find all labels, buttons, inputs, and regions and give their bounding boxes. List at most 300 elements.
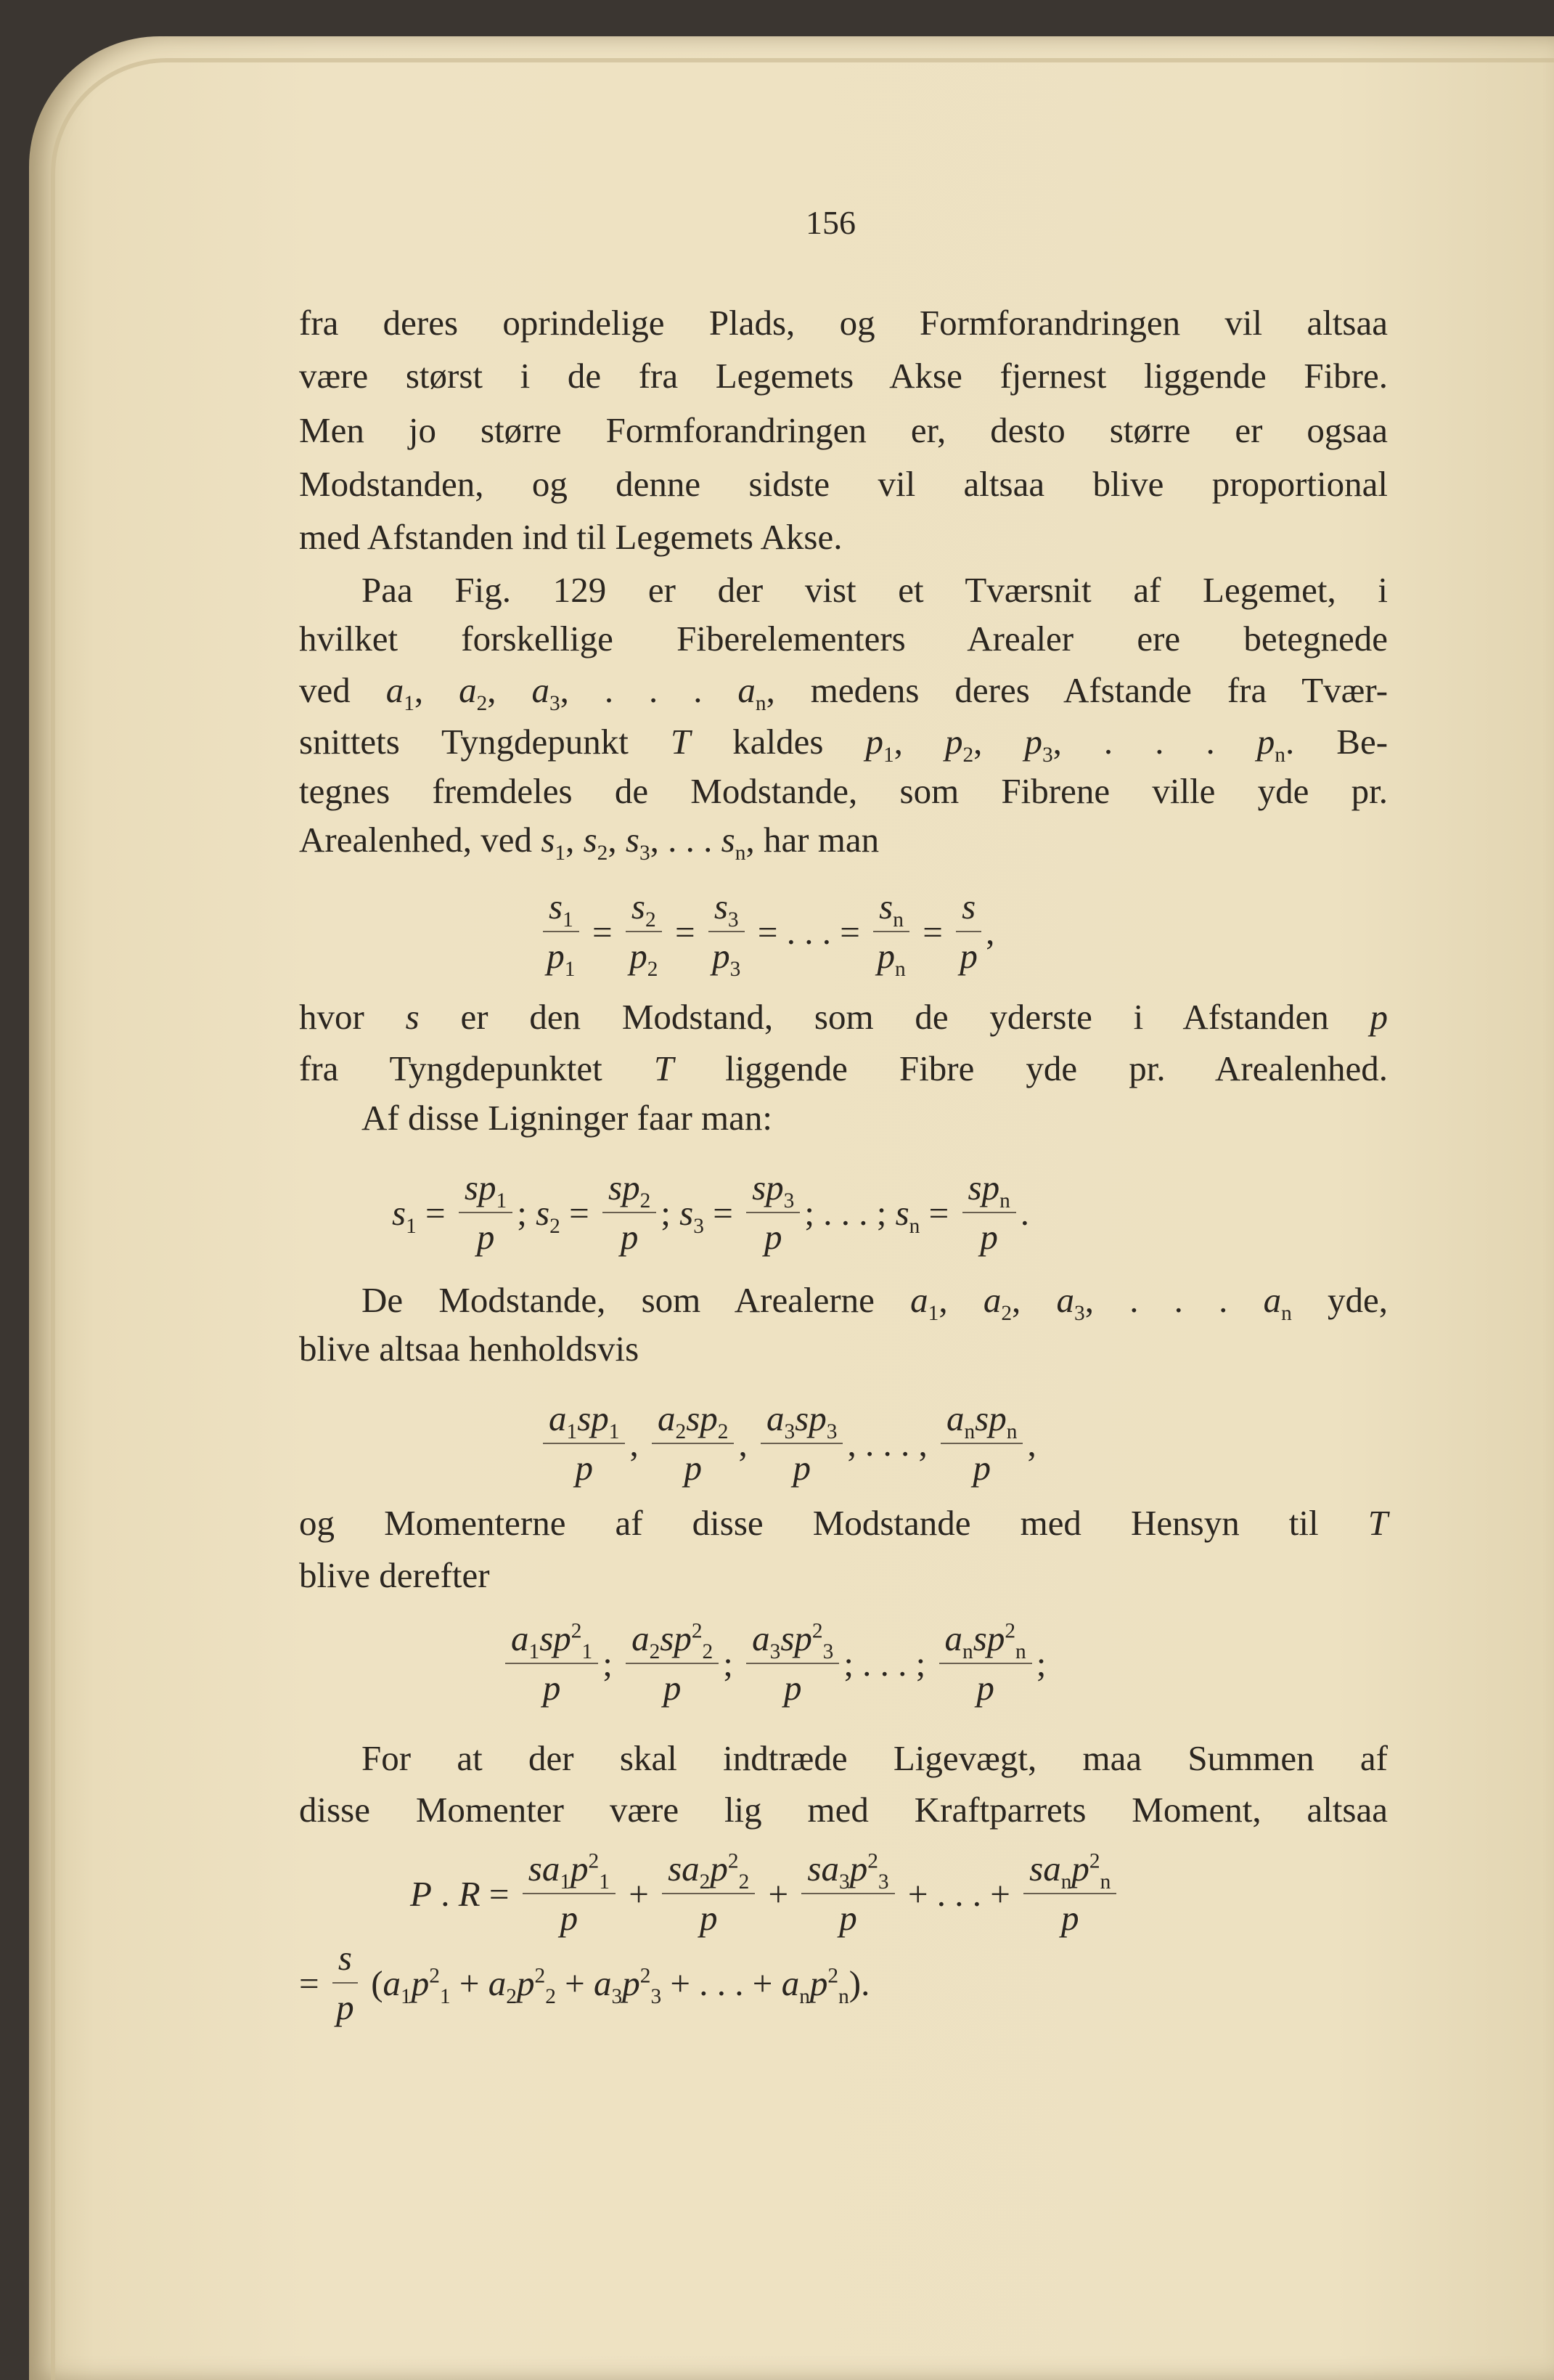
fraction-numerator (662, 1848, 755, 1894)
variable-letter: s (668, 1849, 682, 1888)
text-segment: , har man (745, 820, 880, 860)
math-variable (721, 820, 746, 865)
math-variable (478, 1167, 507, 1213)
text-segment: + . . . + (899, 1873, 1020, 1914)
fraction-numerator (505, 1618, 598, 1664)
text-segment: , (738, 1423, 756, 1464)
text-line (299, 409, 1388, 452)
math-variable (631, 1618, 661, 1663)
math-variable (877, 936, 906, 981)
text-segment: . (431, 1873, 459, 1914)
fraction (939, 1618, 1032, 1709)
variable-letter: s (895, 1192, 909, 1233)
variable-letter: a (1263, 1280, 1282, 1320)
math-variable (679, 1192, 704, 1238)
math-variable (488, 1963, 517, 2008)
math-variable (794, 1618, 834, 1663)
fraction-denominator (712, 932, 741, 981)
variable-letter: p (622, 1963, 640, 2003)
fraction-denominator (684, 1444, 702, 1489)
subscript: n (1281, 1301, 1292, 1325)
math-variable (962, 887, 976, 926)
text-segment: Af disse Ligninger faar man: (361, 1098, 773, 1138)
variable-letter: p (571, 1849, 589, 1888)
variable-letter: s (1029, 1849, 1044, 1888)
text-segment: = (583, 911, 621, 952)
subscript: 1 (608, 1419, 620, 1443)
text-segment: tegnes fremdeles de Modstande, som Fibrene ville yde pr. (299, 771, 1388, 811)
text-segment: , (487, 670, 532, 710)
text-segment: , (973, 722, 1025, 762)
variable-letter: p (547, 936, 565, 976)
math-variable (944, 722, 974, 767)
text-segment: = (913, 911, 952, 952)
subscript: n (893, 908, 904, 932)
variable-letter: a (488, 1963, 507, 2003)
subscript: 2 (699, 1870, 711, 1894)
variable-letter: p (794, 1618, 812, 1658)
variable-letter: a (766, 1398, 785, 1438)
fraction-numerator (956, 886, 981, 932)
variable-letter: p (809, 1398, 827, 1438)
subscript: 2 (649, 1639, 661, 1663)
text-segment: , . . . (650, 820, 721, 860)
math-variable (973, 1618, 987, 1658)
variable-letter: a (385, 670, 404, 710)
variable-letter: a (383, 1963, 401, 2003)
text-segment: fra Tyngdepunktet (299, 1048, 654, 1088)
fraction (459, 1167, 512, 1258)
text-line (299, 995, 1388, 1039)
variable-letter: p (986, 1618, 1005, 1658)
variable-letter: p (411, 1963, 430, 2003)
math-variable (465, 1167, 478, 1207)
subscript: 2 (675, 1419, 687, 1443)
subscript: 2 (639, 1189, 651, 1213)
subscript: 2 (597, 841, 608, 865)
subscript: 2 (506, 1984, 517, 2008)
math-variable (671, 722, 690, 762)
math-variable (536, 1192, 560, 1238)
variable-letter: s (338, 1938, 352, 1978)
text-segment: blive derefter (299, 1555, 490, 1595)
variable-letter: P (410, 1873, 432, 1914)
text-segment: og Momenterne af disse Modstande med Hensyn til (299, 1503, 1368, 1543)
text-line (299, 1554, 1388, 1597)
subscript: 1 (599, 1870, 610, 1894)
subscript: n (962, 1639, 973, 1663)
subscript: n (755, 691, 766, 715)
variable-letter: p (793, 1448, 811, 1488)
subscript: 3 (783, 1189, 795, 1213)
subscript: 1 (401, 1984, 412, 2008)
variable-letter: p (1060, 1898, 1079, 1938)
math-variable (865, 722, 894, 767)
subscript: 2 (702, 1639, 713, 1663)
superscript: 2 (639, 1964, 651, 1988)
text-segment: For at der skal indtræde Ligevægt, maa Summen af (361, 1738, 1388, 1778)
text-segment: = . . . = (748, 911, 870, 952)
variable-letter: p (700, 1398, 718, 1438)
subscript: n (1015, 1639, 1026, 1663)
fraction-denominator (980, 1213, 998, 1258)
subscript: n (735, 841, 746, 865)
subscript: 1 (560, 1870, 571, 1894)
text-segment: Men jo større Formforandringen er, desto større er ogsaa (299, 410, 1388, 450)
text-line (299, 1327, 1388, 1371)
text-segment: , . . . (1052, 722, 1257, 762)
variable-letter: p (839, 1898, 857, 1938)
superscript: 2 (571, 1619, 582, 1643)
text-segment: disse Momenter være lig med Kraftparrets Moment, altsaa (299, 1790, 1388, 1830)
variable-letter: a (781, 1963, 800, 2003)
text-segment: , (986, 911, 995, 952)
fraction-denominator (629, 932, 658, 981)
subscript: n (799, 1984, 810, 2008)
text-segment: De Modstande, som Arealerne (361, 1280, 911, 1320)
variable-letter: s (752, 1167, 766, 1207)
fraction-denominator (621, 1213, 639, 1258)
fraction-numerator (459, 1167, 512, 1213)
subscript: 3 (826, 1419, 838, 1443)
math-variable (625, 820, 650, 865)
subscript: 1 (563, 908, 573, 932)
text-segment: = (920, 1192, 958, 1233)
variable-letter: p (1071, 1849, 1089, 1888)
subscript: n (964, 1419, 976, 1443)
math-variable (710, 1849, 750, 1894)
text-segment: ved (299, 670, 386, 710)
fraction-denominator (336, 1984, 354, 2029)
variable-letter: s (625, 820, 639, 860)
math-variable (944, 1618, 973, 1663)
math-variable (1263, 1280, 1292, 1325)
math-variable (946, 1398, 976, 1443)
variable-letter: s (583, 820, 597, 860)
text-segment: er den Modstand, som de yderste i Afstanden (419, 997, 1370, 1037)
superscript: 2 (429, 1964, 440, 1988)
fraction-numerator (332, 1937, 358, 1984)
math-variable (629, 936, 658, 981)
math-variable (764, 1217, 782, 1257)
variable-letter: p (712, 936, 730, 976)
variable-letter: s (392, 1192, 406, 1233)
text-line (299, 354, 1388, 398)
variable-letter: p (478, 1167, 496, 1207)
variable-letter: p (944, 722, 963, 762)
math-variable (459, 670, 488, 715)
fraction (746, 1167, 800, 1258)
variable-letter: a (946, 1398, 965, 1438)
variable-letter: a (821, 1849, 839, 1888)
variable-letter: p (976, 1668, 994, 1708)
fraction (626, 886, 662, 981)
fraction-numerator (746, 1618, 839, 1664)
fraction-denominator (700, 1894, 718, 1939)
fraction-denominator (960, 932, 978, 977)
text-line (299, 1096, 1388, 1140)
math-variable (575, 1448, 593, 1488)
formula (539, 886, 995, 981)
subscript: 3 (1074, 1301, 1085, 1325)
fraction-denominator (560, 1894, 578, 1939)
fraction-denominator (663, 1664, 682, 1709)
superscript: 2 (1089, 1849, 1100, 1873)
math-variable (686, 1398, 700, 1438)
formula (392, 1167, 1029, 1258)
text-segment: + (555, 1963, 594, 2003)
variable-letter: p (783, 1668, 802, 1708)
fraction (801, 1848, 894, 1939)
math-variable (477, 1217, 495, 1257)
fraction-numerator (523, 1848, 616, 1894)
text-segment: , . . . (560, 670, 738, 710)
variable-letter: s (631, 887, 645, 926)
text-line (299, 617, 1388, 661)
variable-letter: p (629, 936, 647, 976)
variable-letter: s (879, 887, 893, 926)
subscript: 2 (545, 1984, 556, 2008)
math-variable (682, 1849, 711, 1894)
variable-letter: p (476, 1217, 495, 1257)
text-segment: ( (361, 1963, 383, 2003)
fraction-denominator (973, 1444, 991, 1489)
variable-letter: a (631, 1618, 650, 1658)
variable-letter: s (660, 1618, 674, 1658)
math-variable (385, 670, 414, 715)
text-segment: kaldes (690, 722, 866, 762)
variable-letter: p (684, 1448, 702, 1488)
subscript: 1 (581, 1639, 593, 1663)
text-segment: ; (1036, 1643, 1047, 1684)
math-variable (766, 1398, 796, 1443)
fraction (956, 886, 981, 977)
math-variable (989, 1398, 1018, 1443)
fraction-denominator (976, 1664, 994, 1709)
text-segment: yde, (1291, 1280, 1389, 1320)
subscript: 1 (406, 1214, 417, 1238)
variable-letter: a (1043, 1849, 1061, 1888)
subscript: 3 (878, 1870, 889, 1894)
fraction-numerator (939, 1618, 1032, 1664)
math-variable (553, 1618, 593, 1663)
subscript: n (1100, 1870, 1111, 1894)
fraction-numerator (801, 1848, 894, 1894)
text-line (299, 515, 1388, 559)
text-line (299, 818, 1388, 865)
text-line (299, 1047, 1388, 1091)
text-segment: = (480, 1873, 518, 1914)
math-variable (1061, 1898, 1079, 1938)
math-variable (793, 1448, 811, 1488)
math-variable (668, 1849, 682, 1888)
text-line (299, 1788, 1388, 1832)
subscript: 3 (639, 841, 650, 865)
text-segment: hvor (299, 997, 406, 1037)
variable-letter: s (539, 1618, 554, 1658)
variable-letter: s (807, 1849, 822, 1888)
text-line (299, 720, 1389, 767)
fraction (505, 1618, 598, 1709)
fraction (523, 1848, 616, 1939)
math-variable (910, 1280, 939, 1325)
subscript: 2 (717, 1419, 729, 1443)
math-variable (608, 1167, 622, 1207)
text-segment: Modstanden, og denne sidste vil altsaa blive proportional (299, 464, 1388, 504)
variable-letter: s (464, 1167, 478, 1207)
superscript: 2 (534, 1964, 546, 1988)
variable-letter: a (531, 670, 549, 710)
math-variable (752, 1618, 781, 1663)
variable-letter: a (983, 1280, 1002, 1320)
math-variable (712, 936, 741, 981)
fraction-numerator (1023, 1848, 1116, 1894)
variable-letter: a (541, 1849, 560, 1888)
text-line (299, 462, 1388, 506)
variable-letter: p (981, 1167, 1000, 1207)
variable-letter: s (405, 997, 420, 1037)
superscript: 2 (727, 1849, 739, 1873)
text-segment: hvilket forskellige Fiberelementers Arealer ere betegnede (299, 619, 1388, 659)
fraction (652, 1398, 734, 1489)
text-segment: Paa Fig. 129 er der vist et Tværsnit af Legemet, i (361, 570, 1388, 610)
text-segment: liggende Fibre yde pr. Arealenhed. (674, 1048, 1388, 1088)
subscript: n (1060, 1870, 1072, 1894)
text-segment: + (450, 1963, 488, 2003)
variable-letter: p (1024, 722, 1042, 762)
variable-letter: p (989, 1398, 1007, 1438)
variable-letter: s (721, 820, 735, 860)
math-variable (700, 1898, 718, 1938)
variable-letter: p (542, 1668, 561, 1708)
math-variable (622, 1167, 651, 1213)
variable-letter: T (653, 1048, 674, 1088)
math-variable (983, 1280, 1013, 1325)
variable-letter: s (528, 1849, 542, 1888)
variable-letter: p (575, 1448, 593, 1488)
variable-letter: p (622, 1167, 640, 1207)
subscript: 1 (564, 957, 576, 981)
variable-letter: p (764, 1217, 782, 1257)
text-line (299, 1279, 1389, 1325)
math-variable (986, 1618, 1026, 1663)
formula (501, 1618, 1046, 1709)
math-variable (577, 1398, 591, 1438)
variable-letter: a (511, 1618, 529, 1658)
math-variable (895, 1192, 920, 1238)
variable-letter: s (608, 1167, 623, 1207)
math-variable (654, 1048, 674, 1088)
variable-letter: p (973, 1448, 991, 1488)
variable-letter: s (541, 820, 555, 860)
subscript: n (999, 1189, 1010, 1213)
variable-letter: p (674, 1618, 692, 1658)
math-variable (795, 1398, 809, 1438)
math-variable (1056, 1280, 1085, 1325)
subscript: 1 (439, 1984, 451, 2008)
variable-letter: s (549, 887, 563, 926)
text-segment: , (629, 1423, 647, 1464)
fraction (602, 1167, 656, 1258)
math-variable (1024, 722, 1053, 767)
math-variable (543, 1668, 561, 1708)
fraction-denominator (1061, 1894, 1079, 1939)
fraction-numerator (941, 1398, 1023, 1444)
variable-letter: p (591, 1398, 609, 1438)
subscript: 3 (769, 1639, 781, 1663)
text-segment: fra deres oprindelige Plads, og Formforandringen vil altsaa (299, 303, 1388, 343)
math-variable (684, 1448, 702, 1488)
variable-letter: p (877, 936, 895, 976)
text-segment: ; (517, 1192, 536, 1233)
text-line (299, 1737, 1388, 1780)
subscript: n (909, 1214, 920, 1238)
fraction-numerator (962, 1167, 1016, 1213)
superscript: 2 (811, 1619, 823, 1643)
subscript: 1 (528, 1639, 540, 1663)
subscript: 2 (1001, 1301, 1013, 1325)
subscript: n (1006, 1419, 1018, 1443)
fraction-denominator (575, 1444, 593, 1489)
math-variable (981, 1167, 1010, 1213)
text-segment: , (1012, 1280, 1057, 1320)
subscript: 1 (883, 743, 894, 767)
math-variable (849, 1849, 889, 1894)
math-variable (594, 1963, 623, 2008)
fraction (1023, 1848, 1116, 1939)
variable-letter: T (670, 722, 691, 762)
math-variable (674, 1618, 713, 1663)
variable-letter: a (594, 1963, 612, 2003)
fraction-denominator (839, 1894, 857, 1939)
subscript: 2 (962, 743, 974, 767)
math-variable (392, 1192, 417, 1238)
fraction (543, 886, 579, 981)
math-variable (839, 1898, 857, 1938)
math-variable (591, 1398, 620, 1443)
math-variable (528, 1849, 542, 1888)
math-variable (410, 1873, 432, 1915)
math-variable (621, 1217, 639, 1257)
fraction (543, 1398, 625, 1489)
subscript: 3 (611, 1984, 623, 2008)
subscript: 1 (928, 1301, 939, 1325)
variable-letter: s (962, 887, 976, 926)
math-variable (549, 887, 573, 932)
fraction (746, 1618, 839, 1709)
variable-letter: s (577, 1398, 592, 1438)
variable-letter: R (458, 1873, 480, 1914)
text-segment: , medens deres Afstande fra Tvær- (766, 670, 1389, 710)
math-variable (663, 1668, 682, 1708)
variable-letter: p (809, 1963, 828, 2003)
variable-letter: p (1370, 997, 1388, 1037)
math-variable (1043, 1849, 1072, 1894)
variable-letter: s (686, 1398, 700, 1438)
variable-letter: a (459, 670, 477, 710)
text-segment: , (608, 820, 626, 860)
math-variable (975, 1398, 989, 1438)
text-line (299, 1501, 1388, 1545)
text-segment: , (1027, 1423, 1036, 1464)
fraction-denominator (784, 1664, 802, 1709)
math-variable (1071, 1849, 1111, 1894)
text-segment: + (619, 1873, 658, 1914)
math-variable (660, 1618, 674, 1658)
math-variable (1368, 1503, 1388, 1543)
fraction (626, 1618, 719, 1709)
text-segment: Arealenhed, ved (299, 820, 541, 860)
